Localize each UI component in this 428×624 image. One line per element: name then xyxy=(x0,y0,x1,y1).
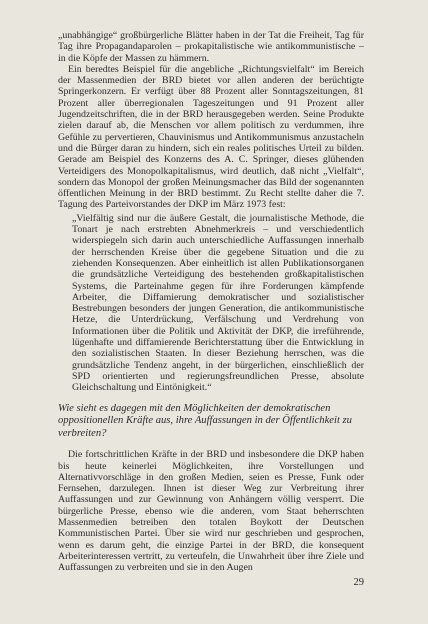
section-spacer xyxy=(58,394,364,403)
paragraph-intro: „unabhängige“ großbürgerliche Blätter haben in der Tat die Freiheit, Tag für Tag ihre Propagandaparolen – prokapitalistische wie antikommunistische – in die Köpfe der Massen zu hämmern. xyxy=(58,30,364,64)
italic-question-heading: Wie sieht es dagegen mit den Möglichkeiten der demokratischen oppositionellen Kräfte aus, ihre Auffassungen in der Öffentlichkeit zu verbreiten? xyxy=(58,402,352,439)
paragraph-springer: Ein beredtes Beispiel für die angebliche „Richtungsvielfalt“ im Bereich der Massenmedien der BRD bietet vor allen anderen der berüchtigte Springerkonzern. Er verfügt über 88 Prozent aller Sonntagszeitungen, 81 Prozent aller überregionalen Tageszeitungen und 91 Prozent aller Jugendzeitschriften, die in der BRD herausgegeben werden. Seine Produkte zielen darauf ab, die Menschen vor allem politisch zu verdummen, ihre Gefühle zu pervertieren, Chauvinismus und Antikommunismus anzustacheln und die Bürger daran zu hindern, sich ein reales politisches Urteil zu bilden. Gerade am Beispiel des Konzerns des A. C. Springer, dieses glühenden Verteidigers des Monopolkapitalismus, wird deutlich, daß nicht „Vielfalt“, sondern das Monopol der großen Meinungsmacher das Bild der sogenannten öffentlichen Meinung in der BRD bestimmt. Zu Recht stellte daher die 7. Tagung des Parteivorstandes der DKP im März 1973 fest: xyxy=(58,63,364,211)
quotation-block: „Vielfältig sind nur die äußere Gestalt, die journalistische Methode, die Tonart je nach erstrebten Abnehmerkreis – und verschiedentlich widerspiegeln sich darin auch unterschiedliche Auffassungen innerhalb der herrschenden Kreise über die gegebene Situation und die zu ziehenden Konsequenzen. Aber einheitlich ist allen Publikationsorganen die grundsätzliche Verteidigung des bestehenden großkapitalistischen Systems, die Parteinahme gegen für ihre Forderungen kämpfende Arbeiter, die Diffamierung demokratischer und sozialistischer Bestrebungen besonders der jungen Generation, die antikommunistische Hetze, die Unterdrückung, Verfälschung und Verdrehung von Informationen über die Politik und Aktivität der DKP, die irreführende, lügenhafte und diffamierende Berichterstattung über die Entwicklung in den sozialistischen Staaten. In dieser Beziehung herrschen, was die grundsätzliche Tendenz angeht, in der bürgerlichen, einschließlich der SPD orientierten und regierungsfreundlichen Presse, absolute Gleichschaltung und Eintönigkeit.“ xyxy=(72,212,364,394)
section-spacer-2 xyxy=(58,440,364,449)
page-number: 29 xyxy=(353,577,364,588)
paragraph-progressive-forces: Die fortschrittlichen Kräfte in der BRD und insbesondere die DKP haben bis heute keinerlei Möglichkeiten, ihre Vorstellungen und Alternativvorschläge in den großen Medien, seien es Presse, Funk oder Fernsehen, darzulegen. Ihnen ist dieser Weg zur Verbreitung ihrer Auffassungen und zur Gewinnung von Anhängern völlig versperrt. Die bürgerliche Presse, ebenso wie die anderen, vom Staat beherrschten Massenmedien betreiben den totalen Boykott der Deutschen Kommunistischen Partei. Über sie wird nur geschrieben und gesprochen, wenn es darum geht, die einzige Partei in der BRD, die konsequent Arbeiterinteressen vertritt, zu verteufeln, die Unwahrheit über ihre Ziele und Auffassungen zu verbreiten und sie in den Augen xyxy=(58,449,364,574)
